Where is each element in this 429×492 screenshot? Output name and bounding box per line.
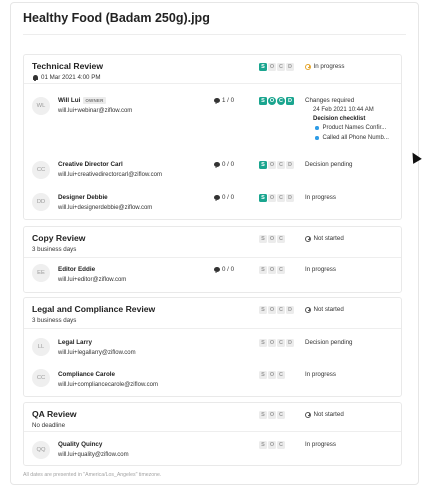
stage-status (305, 411, 344, 418)
stage-title: QA Review (32, 409, 77, 419)
reviewer-status: In progress (305, 194, 336, 201)
reviewer-email: will.lui+webinar@ziflow.com (58, 108, 133, 114)
comment-count-text: 0 / 0 (222, 194, 235, 201)
badge-c: C (277, 63, 285, 71)
badge-s: S (259, 441, 267, 449)
reviewer-name[interactable] (58, 266, 95, 273)
badge-c: C (277, 441, 285, 449)
stage-deadline-text: 01 Mar 2021 4:00 PM (41, 74, 101, 81)
badge-o: O (269, 98, 275, 104)
reviewer-name[interactable] (58, 371, 115, 378)
reviewer-name-text: Editor Eddie (58, 266, 96, 273)
comment-count[interactable] (214, 194, 234, 201)
checklist-item (315, 135, 389, 141)
badge-o: O (269, 307, 275, 313)
reviewer-name-text: Quality Quincy (58, 441, 103, 448)
reviewer-name-text: Will Lui (58, 97, 81, 104)
badge-c: C (277, 266, 285, 274)
clock-icon (305, 64, 311, 70)
badge-c: C (277, 97, 285, 105)
reviewer-decision-badges (259, 194, 294, 202)
stage-deadline-text: 3 business days (32, 246, 77, 253)
reviewer-decision-badges (259, 97, 294, 105)
reviewer-name-text: Designer Debbie (58, 194, 108, 201)
badge-o: O (269, 64, 275, 70)
stage-divider (24, 328, 401, 329)
stage-title: Copy Review (32, 233, 86, 243)
stage-status (305, 63, 344, 70)
avatar: EE (32, 264, 50, 282)
avatar: CC (32, 369, 50, 387)
reviewer-status: Decision pending (305, 161, 353, 168)
stage-decision-badges (259, 411, 285, 419)
stage-divider (24, 431, 401, 432)
reviewer-status: In progress (305, 441, 336, 448)
reviewer-email: will.lui+editor@ziflow.com (58, 277, 127, 283)
comment-count[interactable] (214, 161, 234, 168)
reviewer-email: will.lui+legallarry@ziflow.com (58, 350, 136, 356)
badge-s: S (259, 306, 267, 314)
avatar: QQ (32, 441, 50, 459)
reviewer-name-text: Compliance Carole (58, 371, 116, 378)
badge-s: S (259, 339, 267, 347)
badge-c: C (277, 306, 285, 314)
badge-s: S (259, 266, 267, 274)
reviewer-email: will.lui+compliancecarole@ziflow.com (58, 382, 158, 388)
comment-count[interactable] (214, 266, 234, 273)
badge-s: S (259, 97, 267, 105)
reviewer-name[interactable] (58, 339, 92, 346)
badge-o: O (269, 372, 275, 378)
badge-s: S (259, 371, 267, 379)
file-title: Healthy Food (Badam 250g).jpg (23, 11, 210, 25)
stage-divider (24, 257, 401, 258)
badge-d: D (286, 194, 294, 202)
reviewer-decision-badges (259, 371, 285, 379)
clock-icon (305, 412, 311, 418)
badge-s: S (259, 235, 267, 243)
badge-o: O (269, 267, 275, 273)
stage-title: Legal and Compliance Review (32, 304, 156, 314)
timezone-note: All dates are presented in "America/Los_Angeles" timezone. (23, 472, 162, 478)
title-divider (23, 34, 406, 35)
bullet-icon (315, 136, 319, 140)
badge-c: C (277, 194, 285, 202)
checklist-item-text: Product Names Confir... (322, 125, 387, 131)
reviewer-status: Changes required (305, 97, 355, 104)
badge-o: O (269, 442, 275, 448)
comment-count[interactable] (214, 97, 234, 104)
avatar: LL (32, 338, 50, 356)
badge-d: D (286, 97, 294, 105)
bullet-icon (315, 126, 319, 130)
stage-status-text: Not started (313, 235, 344, 242)
stage-status-text: Not started (313, 411, 344, 418)
reviewer-status: In progress (305, 266, 336, 273)
badge-o: O (269, 236, 275, 242)
stage-legal-compliance-review (23, 297, 402, 397)
stage-status (305, 235, 344, 242)
reviewer-email: will.lui+creativedirectorcarl@ziflow.com (58, 172, 162, 178)
stage-qa-review (23, 402, 402, 466)
stage-divider (24, 83, 401, 84)
reviewer-decision-badges (259, 339, 294, 347)
decision-checklist-title: Decision checklist (313, 116, 366, 122)
stage-technical-review (23, 54, 402, 220)
stage-decision-badges (259, 63, 294, 71)
stage-title: Technical Review (32, 61, 104, 71)
stage-deadline (32, 422, 77, 429)
stage-deadline (32, 317, 155, 324)
reviewer-name[interactable] (58, 194, 108, 201)
checklist-item-text: Called all Phone Numb... (322, 135, 389, 141)
stage-status-text: Not started (313, 306, 344, 313)
stage-copy-review (23, 226, 402, 293)
badge-c: C (277, 411, 285, 419)
stage-decision-badges (259, 235, 285, 243)
badge-o: O (269, 340, 275, 346)
badge-s: S (259, 63, 267, 71)
avatar: DD (32, 193, 50, 211)
badge-o: O (269, 162, 275, 168)
badge-c: C (277, 371, 285, 379)
reviewer-email: will.lui+quality@ziflow.com (58, 452, 129, 458)
decision-date: 24 Feb 2021 10:44 AM (313, 107, 374, 113)
stage-deadline (32, 74, 103, 81)
stage-deadline-text: 3 business days (32, 317, 77, 324)
comment-icon (214, 98, 220, 103)
checklist-item (315, 125, 386, 131)
badge-d: D (286, 161, 294, 169)
reviewer-name[interactable] (58, 97, 106, 104)
bell-icon (32, 75, 38, 81)
avatar: WL (32, 97, 50, 115)
comment-icon (214, 162, 220, 167)
badge-c: C (277, 161, 285, 169)
badge-d: D (286, 339, 294, 347)
comment-icon (214, 195, 220, 200)
stage-deadline-text: No deadline (32, 422, 66, 429)
comment-count-text: 1 / 0 (222, 97, 235, 104)
comment-count-text: 0 / 0 (222, 266, 235, 273)
badge-s: S (259, 161, 267, 169)
badge-s: S (259, 194, 267, 202)
clock-icon (305, 307, 311, 313)
badge-o: O (269, 412, 275, 418)
badge-d: D (286, 63, 294, 71)
reviewer-name[interactable] (58, 161, 123, 168)
stage-status-text: In progress (313, 63, 345, 70)
badge-d: D (286, 306, 294, 314)
reviewer-status: In progress (305, 371, 336, 378)
clock-icon (305, 236, 311, 242)
comment-count-text: 0 / 0 (222, 161, 235, 168)
reviewer-name-text: Creative Director Carl (58, 161, 123, 168)
badge-s: S (259, 411, 267, 419)
reviewer-decision-badges (259, 161, 294, 169)
reviewer-decision-badges (259, 441, 285, 449)
reviewer-status: Decision pending (305, 339, 353, 346)
reviewer-decision-badges (259, 266, 285, 274)
stage-decision-badges (259, 306, 294, 314)
reviewer-email: will.lui+designerdebbie@ziflow.com (58, 205, 153, 211)
reviewer-name[interactable] (58, 441, 102, 448)
badge-c: C (277, 339, 285, 347)
badge-o: O (269, 195, 275, 201)
comment-icon (214, 267, 220, 272)
owner-tag: OWNER (85, 98, 104, 103)
stage-status (305, 306, 344, 313)
reviewer-name-text: Legal Larry (58, 339, 92, 346)
badge-c: C (277, 235, 285, 243)
avatar: CC (32, 161, 50, 179)
stage-deadline (32, 246, 86, 253)
